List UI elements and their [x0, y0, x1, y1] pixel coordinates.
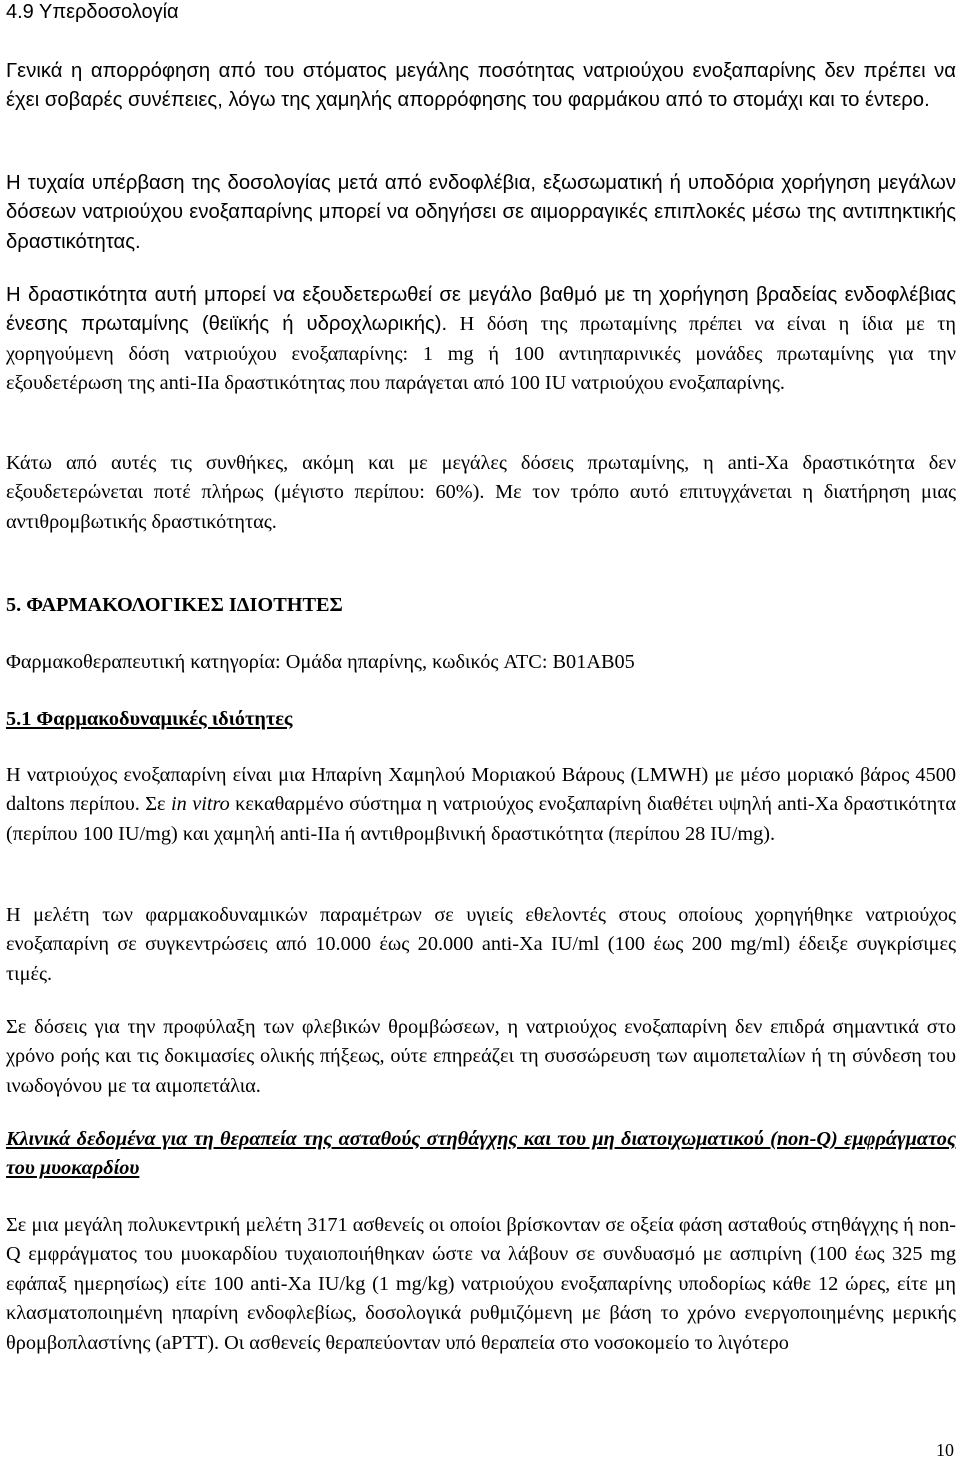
paragraph-protamine-part-a: Η δραστικότητα αυτή μπορεί να εξουδετερωθεί σε μεγάλο βαθμό με τη χορήγηση βραδείας ενδοφλέβιας ένεσης πρωταμίνης (θειϊκής ή υδροχλωρικής). [6, 284, 956, 336]
in-vitro-text: in vitro [171, 793, 230, 816]
paragraph-protamine-part-b: Η δόση της πρωταμίνης πρέπει να είναι η ίδια με τη χορηγούμενη δόση νατριούχου ενοξαπαρίνης: 1 mg ή 100 αντιηπαρινικές μονάδες πρωταμίνης για την εξουδετέρωση της anti-IIa δραστικότητας που παράγεται από 100 IU νατριούχου ενοξαπαρίνης. [6, 313, 956, 395]
paragraph-lmwh-description [6, 761, 956, 849]
paragraph-healthy-volunteers: Η μελέτη των φαρμακοδυναμικών παραμέτρων σε υγιείς εθελοντές στους οποίους χορηγήθηκε νατριούχος ενοξαπαρίνη σε συγκεντρώσεις από 10.000 έως 20.000 anti-Xa IU/ml (100 έως 200 mg/ml) έδειξε συγκρίσιμες τιμές. [6, 904, 956, 985]
lmwh-text-a: Η νατριούχος ενοξαπαρίνη είναι μια Ηπαρίνη Χαμηλού Μοριακού Βάρους (LMWH) με μέσο μοριακό βάρος 4500 daltons περίπου. Σε [6, 764, 956, 816]
clinical-data-heading: Κλινικά δεδομένα για τη θεραπεία της ασταθούς στηθάγχης και του μη διατοιχωματικού (non-Q) εμφράγματος του μυοκαρδίου [6, 1128, 956, 1180]
atc-classification-line: Φαρμακοθεραπευτική κατηγορία: Ομάδα ηπαρίνης, κωδικός ATC: B01AB05 [6, 651, 635, 673]
section-heading-pharmacological-properties: 5. ΦΑΡΜΑΚΟΛΟΓΙΚΕΣ ΙΔΙΟΤΗΤΕΣ [6, 594, 343, 616]
page-number: 10 [936, 1440, 954, 1460]
document-page [6, 0, 956, 1354]
section-heading-overdose: 4.9 Υπερδοσολογία [6, 1, 179, 23]
lmwh-text-b: κεκαθαρμένο σύστημα η νατριούχος ενοξαπαρίνη διαθέτει υψηλή anti-Xa δραστικότητα (περίπου 100 IU/mg) και χαμηλή anti-IIa ή αντιθρομβινική δραστικότητα (περίπου 28 IU/mg). [6, 793, 956, 845]
paragraph-oral-absorption: Γενικά η απορρόφηση από του στόματος μεγάλης ποσότητας νατριούχου ενοξαπαρίνης δεν πρέπει να έχει σοβαρές συνέπειες, λόγω της χαμηλής απορρόφησης του φαρμάκου από το στομάχι και το έντερο. [6, 60, 956, 112]
paragraph-protamine-neutralization [6, 281, 956, 399]
paragraph-anti-xa-residual: Κάτω από αυτές τις συνθήκες, ακόμη και με μεγάλες δόσεις πρωταμίνης, η anti-Xa δραστικότητα δεν εξουδετερώνεται ποτέ πλήρως (μέγιστο περίπου: 60%). Με τον τρόπο αυτό επιτυγχάνεται η διατήρηση μιας αντιθρομβωτικής δραστικότητας. [6, 452, 956, 533]
paragraph-accidental-overdose: Η τυχαία υπέρβαση της δοσολογίας μετά από ενδοφλέβια, εξωσωματική ή υποδόρια χορήγηση μεγάλων δόσεων νατριούχου ενοξαπαρίνης μπορεί να οδηγήσει σε αιμορραγικές επιπλοκές μέσω της αντιπηκτικής δραστικότητας. [6, 172, 956, 253]
section-heading-pharmacodynamics: 5.1 Φαρμακοδυναμικές ιδιότητες [6, 708, 293, 730]
paragraph-prophylaxis-doses: Σε δόσεις για την προφύλαξη των φλεβικών θρομβώσεων, η νατριούχος ενοξαπαρίνη δεν επιδρά σημαντικά στο χρόνο ροής και τις δοκιμασίες ολικής πήξεως, ούτε επηρεάζει τη συσσώρευση των αιμοπεταλίων ή τη σύνδεση του ινωδογόνου με τα αιμοπετάλια. [6, 1016, 956, 1097]
paragraph-multicenter-study: Σε μια μεγάλη πολυκεντρική μελέτη 3171 ασθενείς οι οποίοι βρίσκονταν σε οξεία φάση ασταθούς στηθάγχης ή non-Q εμφράγματος του μυοκαρδίου τυχαιοποιήθηκαν ώστε να λάβουν σε συνδυασμό με ασπιρίνη (100 έως 325 mg εφάπαξ ημερησίως) είτε 100 anti-Xa IU/kg (1 mg/kg) νατριούχου ενοξαπαρίνης υποδορίως κάθε 12 ώρες, είτε μη κλασματοποιημένη ηπαρίνη ενδοφλεβίως, δοσολογικά ρυθμιζόμενη με βάση το χρόνο ενεργοποιημένης μερικής θρομβοπλαστίνης (aPTT). Οι ασθενείς θεραπεύονταν υπό θεραπεία στο νοσοκομείο το λιγότερο [6, 1214, 956, 1354]
